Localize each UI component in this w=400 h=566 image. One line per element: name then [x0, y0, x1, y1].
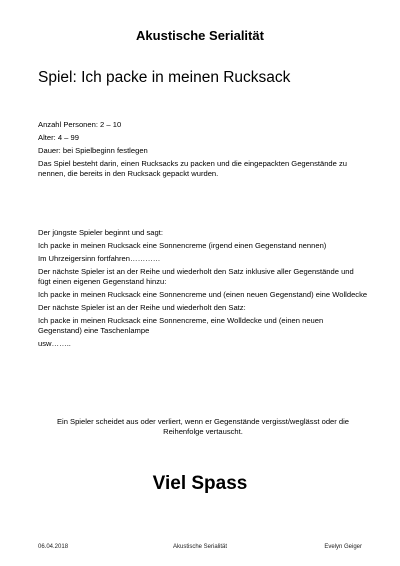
rule-paragraph: Der jüngste Spieler beginnt und sagt:: [38, 228, 163, 237]
rule-paragraph: Ich packe in meinen Rucksack eine Sonnencreme und (einen neuen Gegenstand) eine Wolldecke: [38, 290, 368, 299]
page-title: Akustische Serialität: [136, 28, 264, 43]
rule-paragraph: usw……..: [38, 339, 71, 348]
game-subtitle: Spiel: Ich packe in meinen Rucksack: [38, 69, 291, 86]
rule-paragraph: Ich packe in meinen Rucksack eine Sonnencreme (irgend einen Gegenstand nennen): [38, 241, 327, 250]
rule-paragraph: Ich packe in meinen Rucksack eine Sonnencreme, eine Wolldecke und (einen neuen Gegenstand) eine Taschenlampe: [38, 316, 324, 335]
rule-paragraph: Der nächste Spieler ist an der Reihe und wiederholt den Satz inklusive aller Gegenstände und fügt einen eigenen Gegenstand hinzu:: [38, 267, 354, 286]
info-duration: Dauer: bei Spielbeginn festlegen: [38, 146, 148, 155]
footer-author: Evelyn Geiger: [324, 544, 362, 550]
rule-paragraph: Im Uhrzeigersinn fortfahren…………: [38, 254, 161, 263]
closing-text: Viel Spass: [152, 473, 248, 494]
info-block: [38, 120, 368, 182]
rule-paragraph: Der nächste Spieler ist an der Reihe und wiederholt den Satz:: [38, 303, 246, 312]
footer-center: Akustische Serialität: [172, 544, 228, 550]
info-age: Alter: 4 – 99: [38, 133, 79, 142]
elimination-note: Ein Spieler scheidet aus oder verliert, wenn er Gegenstände vergisst/weglässt oder die Reihenfolge vertauscht.: [56, 417, 350, 436]
footer-date: 06.04.2018: [38, 544, 69, 550]
rules-block: [38, 228, 368, 352]
info-description: Das Spiel besteht darin, einen Rucksacks zu packen und die eingepackten Gegenstände zu nennen, die bereits in den Rucksack gepackt wurden.: [38, 159, 348, 178]
info-persons: Anzahl Personen: 2 – 10: [38, 120, 122, 129]
